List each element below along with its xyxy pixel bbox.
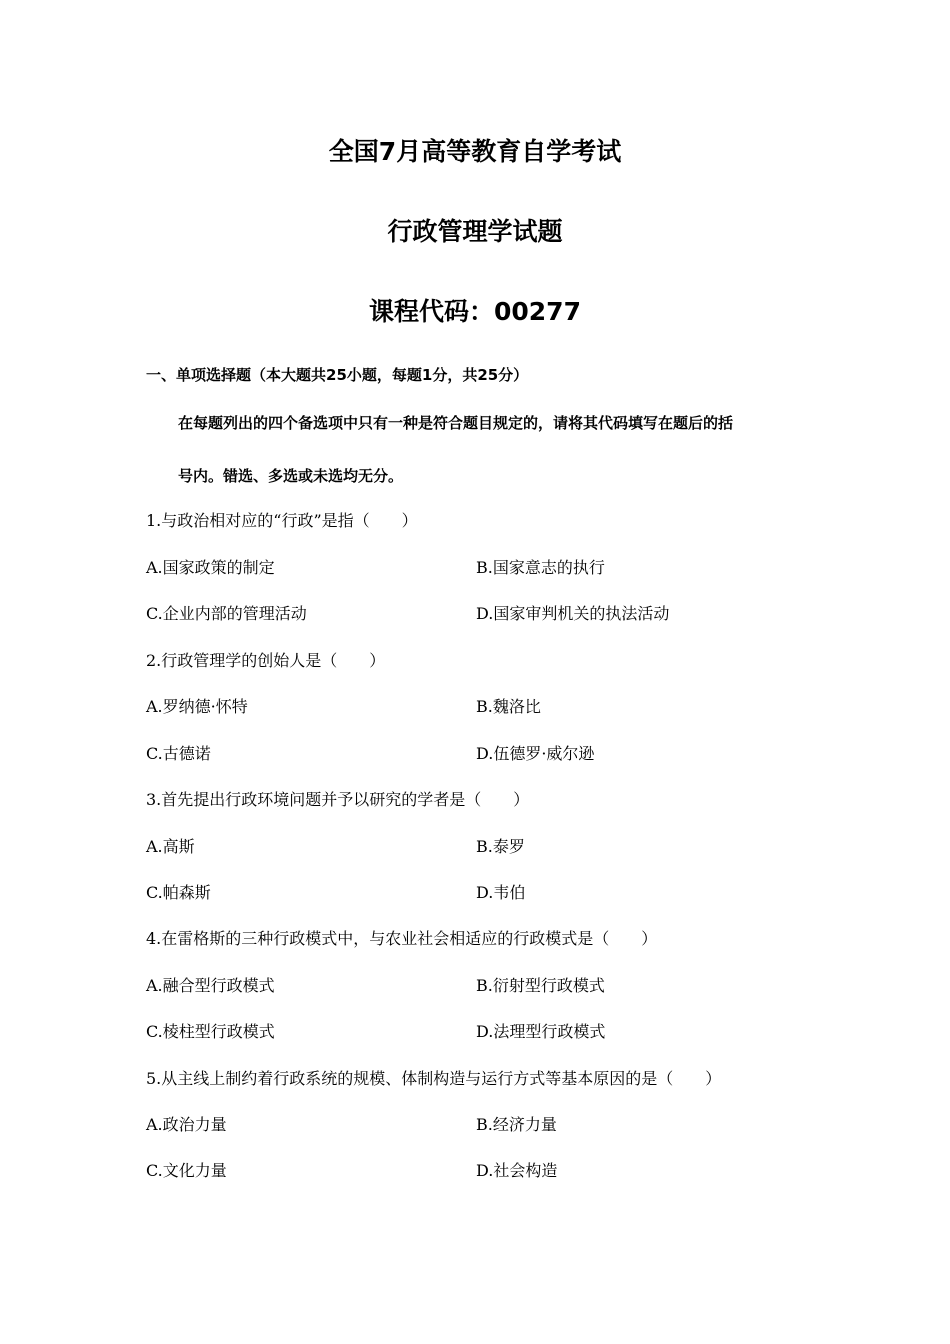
option-d: D.伍德罗·威尔逊 — [476, 744, 595, 763]
option-b: B.衍射型行政模式 — [476, 976, 605, 995]
option-b: B.经济力量 — [476, 1115, 557, 1134]
option-b: B.魏洛比 — [476, 697, 541, 716]
option-a: A.罗纳德·怀特 — [146, 697, 248, 716]
question-stem: 2.行政管理学的创始人是（ ） — [146, 651, 386, 670]
option-a: A.融合型行政模式 — [146, 976, 275, 995]
instruction-line-1: 在每题列出的四个备选项中只有一种是符合题目规定的，请将其代码填写在题后的括 — [178, 414, 734, 432]
option-b: B.泰罗 — [476, 837, 525, 856]
question-stem: 4.在雷格斯的三种行政模式中，与农业社会相适应的行政模式是（ ） — [146, 929, 658, 948]
instruction-line-2: 号内。错选、多选或未选均无分。 — [178, 467, 404, 485]
option-a: A.高斯 — [146, 837, 195, 856]
option-d: D.社会构造 — [476, 1161, 558, 1180]
option-d: D.国家审判机关的执法活动 — [476, 604, 670, 623]
question-stem: 3.首先提出行政环境问题并予以研究的学者是（ ） — [146, 790, 530, 809]
option-c: C.棱柱型行政模式 — [146, 1022, 275, 1041]
exam-title: 全国7月高等教育自学考试 — [328, 137, 622, 166]
course-code: 课程代码：00277 — [369, 297, 581, 326]
option-c: C.古德诺 — [146, 744, 211, 763]
option-a: A.政治力量 — [146, 1115, 227, 1134]
question-stem: 1.与政治相对应的“行政”是指（ ） — [146, 511, 418, 530]
question-stem: 5.从主线上制约着行政系统的规模、体制构造与运行方式等基本原因的是（ ） — [146, 1069, 722, 1088]
option-a: A.国家政策的制定 — [146, 558, 275, 577]
option-c: C.帕森斯 — [146, 883, 211, 902]
option-d: D.法理型行政模式 — [476, 1022, 606, 1041]
exam-subject: 行政管理学试题 — [387, 217, 563, 246]
option-c: C.文化力量 — [146, 1161, 227, 1180]
option-b: B.国家意志的执行 — [476, 558, 605, 577]
option-c: C.企业内部的管理活动 — [146, 604, 307, 623]
section-heading: 一、单项选择题（本大题共25小题，每题1分，共25分） — [146, 366, 529, 384]
option-d: D.韦伯 — [476, 883, 526, 902]
